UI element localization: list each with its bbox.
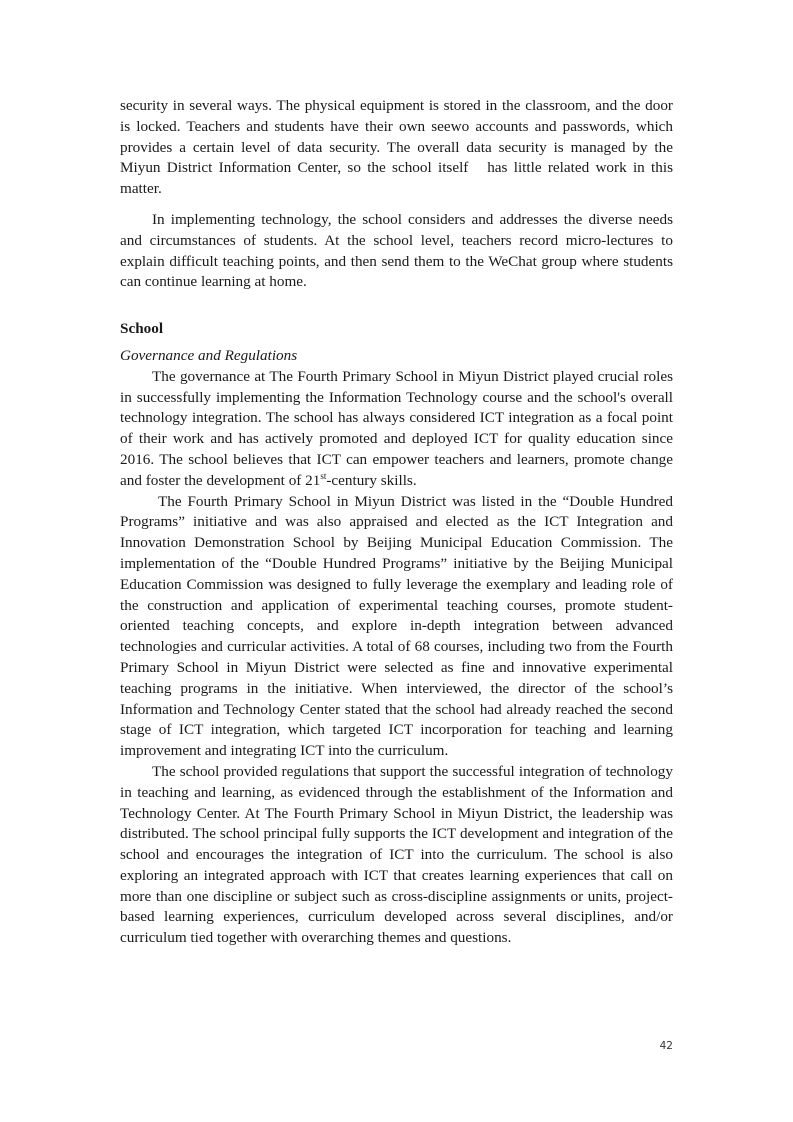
section-heading-school: School (120, 320, 164, 338)
subheading-governance (120, 346, 673, 367)
document-page (120, 96, 673, 949)
paragraph-double-hundred-programs: The Fourth Primary School in Miyun District was listed in the “Double Hundred Programs” initiative and was also appraised and elected as the ICT Integration and Innovation Demonstration School by Beijing Municipal Education Commission. The implementation of the “Double Hundred Programs” initiative by the Beijing Municipal Education Commission was designed to fully leverage the exemplary and leading role of the construction and application of experimental teaching courses, promote student-oriented teaching concepts, and explore in-depth integration between advanced technologies and curricular activities. A total of 68 courses, including two from the Fourth Primary School in Miyun District were selected as fine and innovative experimental teaching programs in the initiative. When interviewed, the director of the school’s Information and Technology Center stated that the school had already reached the second stage of ICT integration, which targeted ICT incorporation for teaching and learning improvement and integrating ICT into the curriculum. (120, 492, 673, 760)
ordinal-superscript: st (320, 470, 327, 481)
paragraph-governance (120, 367, 673, 492)
paragraph-governance-end: -century skills. (326, 471, 417, 489)
paragraph-governance-text: The governance at The Fourth Primary School in Miyun District played crucial roles in successfully implementing the Information Technology course and the school's overall technology integration. The school has always considered ICT integration as a focal point of their work and has actively promoted and deployed ICT for quality education since 2016. The school believes that ICT can empower teachers and learners, promote change and foster the development of 21 (120, 367, 673, 489)
subheading-text: Governance and Regulations (120, 346, 298, 364)
paragraph-regulations: The school provided regulations that support the successful integration of technology in teaching and learning, as evidenced through the establishment of the Information and Technology Center. At The Fourth Primary School in Miyun District, the leadership was distributed. The school principal fully supports the ICT development and integration of the school and encourages the integration of ICT into the curriculum. The school is also exploring an integrated approach with ICT that creates learning experiences that call on more than one discipline or subject such as cross-discipline assignments or units, project-based learning experiences, curriculum developed across several disciplines, and/or curriculum tied together with overarching themes and questions. (120, 762, 673, 947)
page-number: 42 (659, 1040, 673, 1052)
paragraph-data-security-continued: security in several ways. The physical equipment is stored in the classroom, and the door is locked. Teachers and students have their own seewo accounts and passwords, which provides a certain level of data security. The overall data security is managed by the Miyun District Information Center, so the school itself has little related work in this matter. (120, 97, 673, 198)
paragraph-diverse-needs: In implementing technology, the school considers and addresses the diverse needs and circumstances of students. At the school level, teachers record micro-lectures to explain difficult teaching points, and then send them to the WeChat group where students can continue learning at home. (120, 210, 673, 291)
